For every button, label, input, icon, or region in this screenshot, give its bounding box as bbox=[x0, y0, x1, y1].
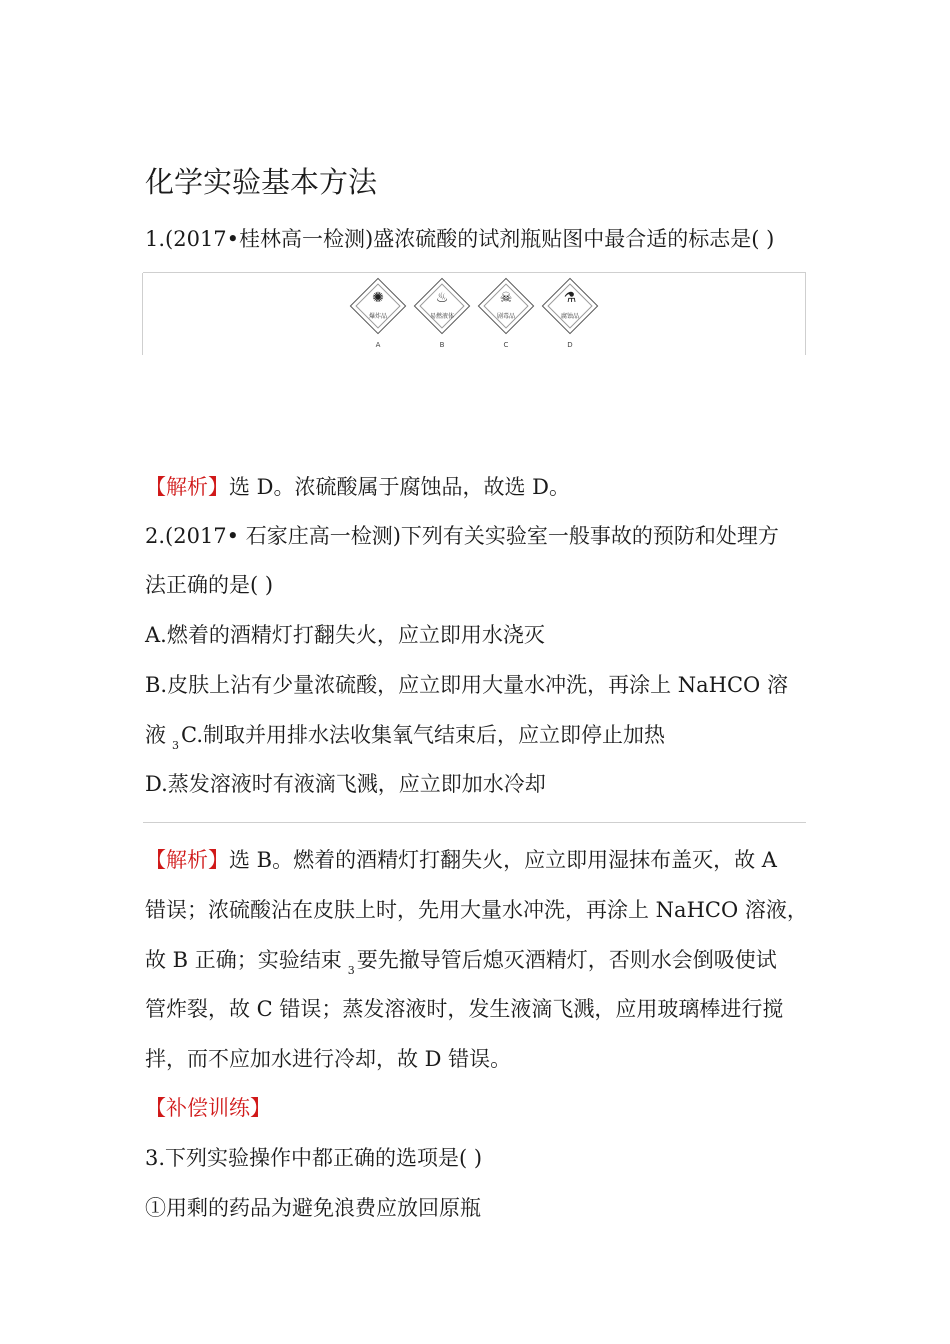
sign-label: 爆炸品 bbox=[368, 313, 387, 320]
explosion-icon: ✺ bbox=[372, 290, 384, 306]
question-2-analysis-line-3 bbox=[145, 946, 777, 978]
option-b-line-2 bbox=[145, 721, 665, 753]
flame-icon: ♨ bbox=[435, 290, 449, 306]
sign-letter: A bbox=[375, 341, 381, 349]
hazard-sign-a bbox=[350, 284, 406, 354]
supplement-tag: 【补偿训练】 bbox=[145, 1096, 271, 1120]
sign-label: 易燃液体 bbox=[429, 313, 454, 320]
analysis-text: 故 B 正确；实验结束 bbox=[145, 948, 342, 972]
question-1-analysis bbox=[145, 473, 570, 501]
question-2-stem-line-2: 法正确的是( ) bbox=[145, 573, 274, 597]
analysis-tag: 【解析】 bbox=[145, 848, 229, 872]
subscript: 3 bbox=[172, 739, 179, 752]
question-1-stem: 1.(2017•桂林高一检测)盛浓硫酸的试剂瓶贴图中最合适的标志是( ) bbox=[145, 227, 775, 251]
sign-letter: C bbox=[503, 341, 509, 349]
question-2-stem-line-1: 2.(2017• 石家庄高一检测)下列有关实验室一般事故的预防和处理方 bbox=[145, 524, 779, 548]
question-2-analysis-line-5: 拌，而不应加水进行冷却，故 D 错误。 bbox=[145, 1047, 512, 1071]
analysis-tag: 【解析】 bbox=[145, 475, 229, 499]
sign-label: 剧毒品 bbox=[496, 313, 515, 320]
option-d: D.蒸发溶液时有液滴飞溅，应立即加水冷却 bbox=[145, 772, 546, 796]
question-2-analysis-line-2: 错误；浓硫酸沾在皮肤上时，先用大量水冲洗，再涂上 NaHCO 溶液， bbox=[145, 898, 808, 922]
option-c: C.制取并用排水法收集氧气结束后，应立即停止加热 bbox=[181, 723, 665, 747]
analysis-text: 选 D。浓硫酸属于腐蚀品，故选 D。 bbox=[229, 475, 571, 499]
question-2-analysis-line-1 bbox=[145, 846, 777, 874]
sign-letter: B bbox=[439, 341, 445, 349]
corrosive-icon: ⚗ bbox=[563, 290, 577, 306]
sign-letter: D bbox=[567, 341, 573, 349]
subscript: 3 bbox=[347, 964, 355, 977]
page-title: 化学实验基本方法 bbox=[145, 165, 378, 199]
skull-icon: ☠ bbox=[499, 290, 513, 306]
hazard-sign-d bbox=[542, 284, 598, 354]
question-3-stem: 3.下列实验操作中都正确的选项是( ) bbox=[145, 1146, 483, 1170]
option-b-tail: 液 bbox=[145, 723, 166, 747]
option-a: A.燃着的酒精灯打翻失火，应立即用水浇灭 bbox=[145, 623, 545, 647]
hazard-signs bbox=[350, 284, 600, 354]
question-2-analysis-line-4: 管炸裂，故 C 错误；蒸发溶液时，发生液滴飞溅，应用玻璃棒进行搅 bbox=[145, 997, 784, 1021]
analysis-text: 选 B。燃着的酒精灯打翻失火，应立即用湿抹布盖灭，故 A bbox=[229, 848, 777, 872]
sign-label: 腐蚀品 bbox=[560, 313, 579, 320]
hazard-sign-b bbox=[414, 284, 470, 354]
analysis-text: 要先撤导管后熄灭酒精灯，否则水会倒吸使试 bbox=[356, 948, 777, 972]
option-b-line-1: B.皮肤上沾有少量浓硫酸，应立即用大量水冲洗，再涂上 NaHCO 溶 bbox=[145, 673, 788, 697]
divider bbox=[143, 822, 806, 824]
hazard-sign-c bbox=[478, 284, 534, 354]
question-3-item-1: ①用剩的药品为避免浪费应放回原瓶 bbox=[145, 1196, 481, 1220]
